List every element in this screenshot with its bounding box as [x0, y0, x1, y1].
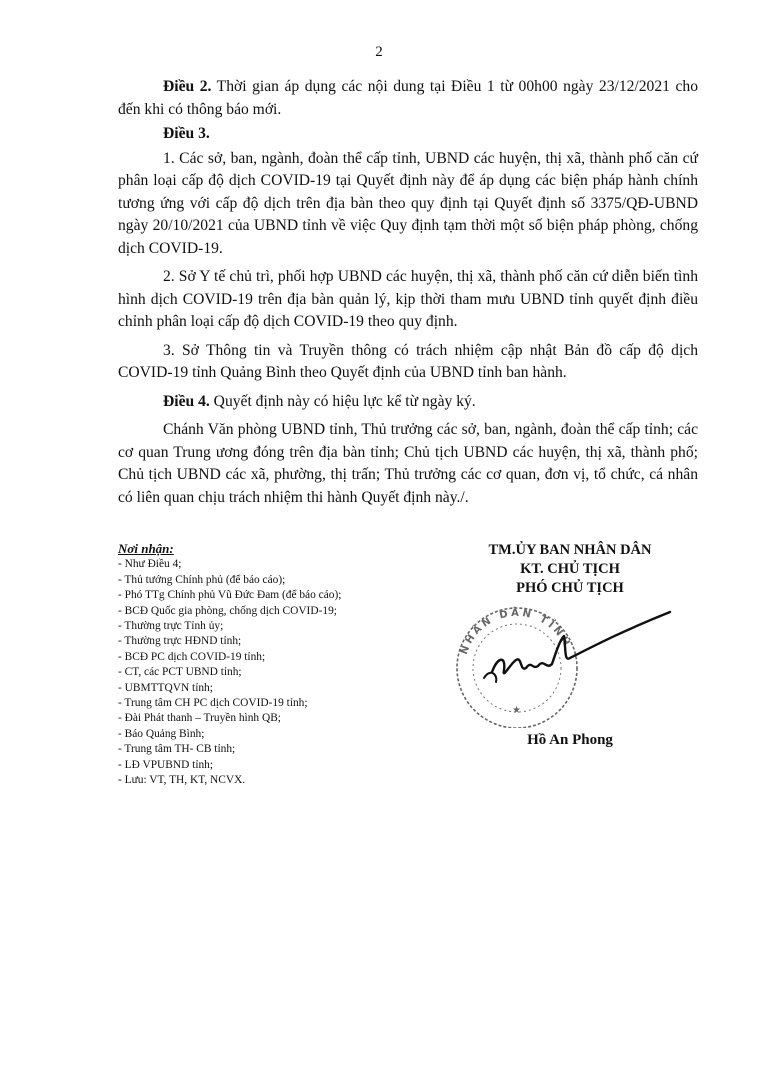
- recipient-item: - Báo Quảng Bình;: [118, 727, 205, 740]
- recipient-item: - Trung tâm TH- CB tỉnh;: [118, 743, 236, 756]
- recipient-item: - Lưu: VT, TH, KT, NCVX.: [118, 774, 246, 787]
- signature-title: PHÓ CHỦ TỊCH: [516, 580, 624, 596]
- recipient-item: - Như Điều 4;: [118, 558, 182, 571]
- signer-name: Hồ An Phong: [527, 732, 613, 748]
- recipient-item: - CT, các PCT UBND tỉnh;: [118, 666, 242, 679]
- article-3-label: Điều 3.: [163, 125, 210, 142]
- recipient-item: - LĐ VPUBND tỉnh;: [118, 758, 214, 771]
- closing-paragraph: Chánh Văn phòng UBND tỉnh, Thủ trưởng các sở, ban, ngành, đoàn thể cấp tỉnh; các cơ quan Trung ương đóng trên địa bàn tỉnh; Chủ tịch UBND các huyện, thị xã, thành phố; Chủ tịch UBND các xã, phường, thị trấn; Thủ trưởng các cơ quan, đơn vị, tổ chức, cá nhân có liên quan chịu trách nhiệm thi hành Quyết định này./.: [118, 421, 698, 506]
- article-4-label: Điều 4.: [163, 392, 210, 410]
- article-2-text: Thời gian áp dụng các nội dung tại Điều 1 từ 00h00 ngày 23/12/2021 cho đến khi có thông báo mới.: [118, 78, 698, 118]
- recipient-item: - Thường trực HĐND tỉnh;: [118, 635, 242, 648]
- article-3-item-2: 2. Sở Y tế chủ trì, phối hợp UBND các huyện, thị xã, thành phố căn cứ diễn biến tình hình dịch COVID-19 trên địa bàn quản lý, kịp thời tham mưu UBND tỉnh quyết định điều chỉnh phân loại cấp độ dịch COVID-19 theo quy định.: [118, 268, 698, 330]
- recipients-list: [118, 541, 438, 789]
- signature-org: TM.ỦY BAN NHÂN DÂN: [488, 542, 652, 558]
- recipient-item: - BCĐ PC dịch COVID-19 tỉnh;: [118, 650, 266, 663]
- page-number: 2: [375, 44, 383, 60]
- svg-text:★: ★: [512, 705, 521, 716]
- recipient-item: - Phó TTg Chính phủ Vũ Đức Đam (để báo cáo);: [118, 589, 342, 602]
- recipient-item: - Thường trực Tỉnh ủy;: [118, 620, 224, 633]
- recipients-heading: Nơi nhận:: [118, 541, 174, 556]
- seal-and-signature: [440, 598, 700, 728]
- official-seal-icon: [440, 598, 700, 728]
- article-2: [118, 76, 698, 121]
- article-4: [118, 391, 698, 414]
- document-body: [118, 76, 698, 515]
- signature-block: [440, 541, 700, 749]
- svg-text:NHÂN DÂN TỈNH: NHÂN DÂN TỈNH: [458, 607, 573, 657]
- article-2-label: Điều 2.: [163, 78, 212, 95]
- recipient-item: - BCĐ Quốc gia phòng, chống dịch COVID-19;: [118, 604, 337, 617]
- recipient-item: - Thủ tướng Chính phủ (để báo cáo);: [118, 573, 286, 586]
- recipient-item: - UBMTTQVN tỉnh;: [118, 681, 213, 694]
- article-3-item-3: 3. Sở Thông tin và Truyền thông có trách nhiệm cập nhật Bản đồ cấp độ dịch COVID-19 tỉnh Quảng Bình theo Quyết định của UBND tỉnh ban hành.: [118, 341, 698, 381]
- recipient-item: - Đài Phát thanh – Truyền hình QB;: [118, 712, 281, 725]
- article-3-heading: [118, 123, 698, 146]
- signature-delegation: KT. CHỦ TỊCH: [520, 561, 620, 577]
- article-3-item-1: 1. Các sở, ban, ngành, đoàn thể cấp tỉnh, UBND các huyện, thị xã, thành phố căn cứ phân loại cấp độ dịch COVID-19 tại Quyết định này để áp dụng các biện pháp hành chính tương ứng với cấp độ dịch trên địa bàn theo quy định tại Quyết định số 3375/QĐ-UBND ngày 20/10/2021 của UBND tỉnh về việc Quy định tạm thời một số biện pháp phòng, chống dịch COVID-19.: [118, 149, 698, 257]
- article-4-text: Quyết định này có hiệu lực kể từ ngày ký.: [209, 392, 476, 410]
- recipient-item: - Trung tâm CH PC dịch COVID-19 tỉnh;: [118, 697, 308, 710]
